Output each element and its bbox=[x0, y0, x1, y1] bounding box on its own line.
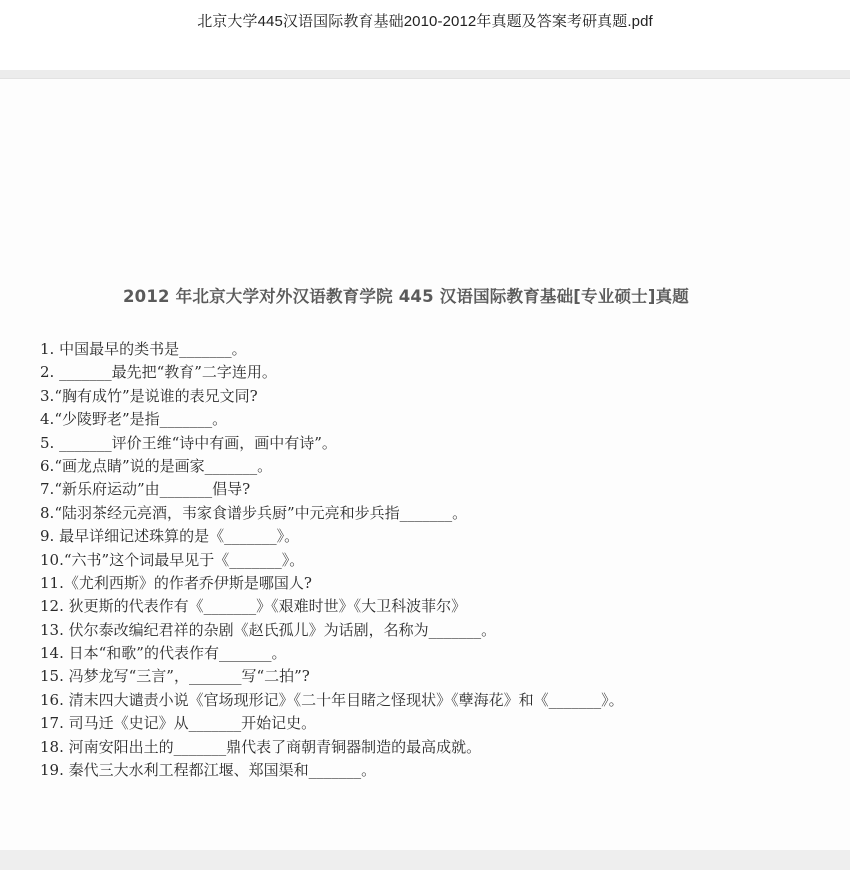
question-text: _______最先把“教育”二字连用。 bbox=[54, 363, 277, 382]
question-text: 狄更斯的代表作有《_______》《艰难时世》《大卫科波菲尔》 bbox=[63, 597, 467, 616]
question-item bbox=[40, 619, 840, 642]
question-item bbox=[40, 432, 840, 455]
question-number: 15. bbox=[40, 667, 64, 686]
question-text: “新乐府运动”由_______倡导? bbox=[54, 480, 251, 499]
question-text: _______评价王维“诗中有画，画中有诗”。 bbox=[54, 433, 337, 452]
question-text: 伏尔泰改编纪君祥的杂剧《赵氏孤儿》为话剧，名称为_______。 bbox=[63, 620, 497, 639]
document-header bbox=[0, 0, 850, 70]
question-text: 司马迁《史记》从_______开始记史。 bbox=[63, 714, 317, 733]
question-item bbox=[40, 759, 840, 782]
question-number: 17. bbox=[40, 714, 64, 733]
question-number: 18. bbox=[40, 737, 64, 756]
question-number: 2. bbox=[40, 363, 55, 382]
question-item bbox=[40, 712, 840, 735]
question-text: 日本“和歌”的代表作有_______。 bbox=[63, 644, 287, 663]
question-item bbox=[40, 736, 840, 759]
question-number: 5. bbox=[40, 433, 55, 452]
question-text: 秦代三大水利工程都江堰、郑国渠和_______。 bbox=[63, 761, 377, 780]
question-text: 中国最早的类书是_______。 bbox=[54, 340, 247, 358]
question-item bbox=[40, 525, 840, 548]
header-divider bbox=[0, 70, 850, 79]
question-text: “陆羽茶经元亮酒，韦家食谱步兵厨”中元亮和步兵指_______。 bbox=[54, 503, 468, 522]
question-text: 《尤利西斯》的作者乔伊斯是哪国人? bbox=[63, 573, 312, 592]
question-text: 河南安阳出土的_______鼎代表了商朝青铜器制造的最高成就。 bbox=[63, 737, 482, 756]
question-number: 7. bbox=[40, 480, 55, 499]
question-item bbox=[40, 408, 840, 431]
question-number: 16. bbox=[40, 690, 64, 709]
question-item bbox=[40, 502, 840, 525]
exam-heading: 2012 年北京大学对外汉语教育学院 445 汉语国际教育基础[专业硕士]真题 bbox=[123, 287, 689, 306]
question-text: 最早详细记述珠算的是《_______》。 bbox=[54, 527, 300, 546]
question-item bbox=[40, 338, 840, 361]
question-text: “胸有成竹”是说谁的表兄文同? bbox=[54, 386, 258, 405]
question-list bbox=[40, 338, 840, 782]
question-number: 14. bbox=[40, 644, 64, 663]
question-text: “少陵野老”是指_______。 bbox=[54, 410, 228, 429]
question-item bbox=[40, 549, 840, 572]
question-text: “画龙点睛”说的是画家_______。 bbox=[54, 456, 273, 475]
question-number: 4. bbox=[40, 410, 55, 429]
question-number: 12. bbox=[40, 597, 64, 616]
question-number: 13. bbox=[40, 620, 64, 639]
document-title: 北京大学445汉语国际教育基础2010-2012年真题及答案考研真题.pdf bbox=[197, 13, 653, 30]
question-number: 19. bbox=[40, 761, 64, 780]
question-number: 3. bbox=[40, 386, 55, 405]
question-number: 6. bbox=[40, 456, 55, 475]
question-number: 8. bbox=[40, 503, 55, 522]
question-item bbox=[40, 385, 840, 408]
question-number: 1. bbox=[40, 340, 55, 358]
document-page[interactable] bbox=[0, 79, 850, 850]
question-text: 清末四大谴责小说《官场现形记》《二十年目睹之怪现状》《孽海花》和《_______》。 bbox=[63, 690, 624, 709]
viewer-bottom-bar bbox=[0, 850, 850, 870]
question-item bbox=[40, 455, 840, 478]
question-item bbox=[40, 478, 840, 501]
question-item bbox=[40, 361, 840, 384]
question-text: “六书”这个词最早见于《_______》。 bbox=[63, 550, 305, 569]
question-item bbox=[40, 572, 840, 595]
question-item bbox=[40, 642, 840, 665]
question-number: 9. bbox=[40, 527, 55, 546]
question-item bbox=[40, 665, 840, 688]
question-item bbox=[40, 595, 840, 618]
question-number: 11. bbox=[40, 573, 64, 592]
question-number: 10. bbox=[40, 550, 64, 569]
question-text: 冯梦龙写“三言”，_______写“二拍”? bbox=[63, 667, 310, 686]
question-item bbox=[40, 689, 840, 712]
